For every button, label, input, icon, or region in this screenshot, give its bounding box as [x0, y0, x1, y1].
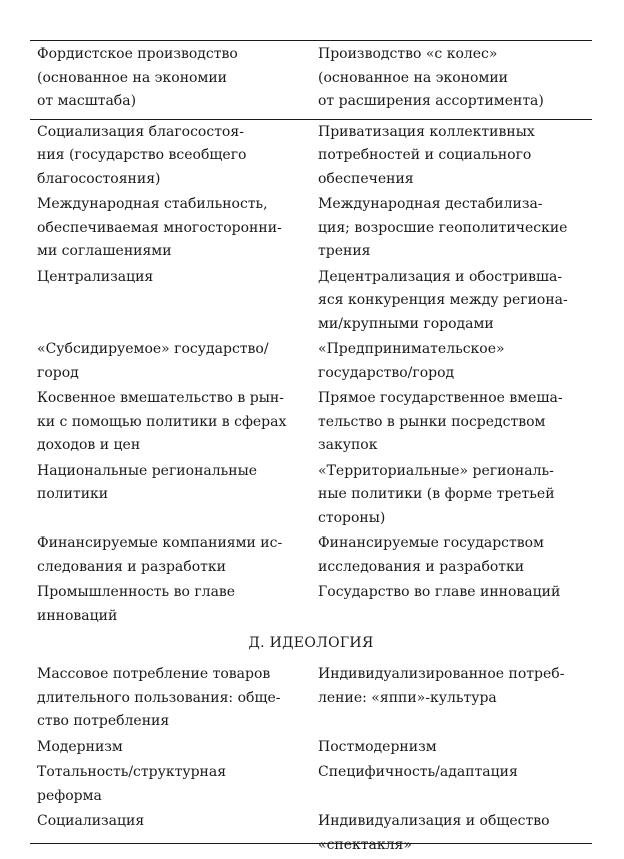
row-left [30, 810, 312, 859]
row-left-text: Промышленность во главе инноваций [37, 584, 236, 624]
row-right-text: «Территориальные» региональ- ные политики (в форме третьей стороны) [318, 462, 555, 526]
row-right-text: Приватизация коллективных потребностей и социального обеспечения [318, 123, 535, 187]
row-left [30, 581, 312, 630]
table-row [30, 338, 592, 387]
row-left-text: Массовое потребление товаров длительного пользования: обще- ство потребления [37, 666, 281, 729]
row-right [312, 266, 592, 339]
row-left [30, 121, 312, 194]
row-right [312, 121, 592, 194]
row-left [30, 663, 312, 736]
comparison-table-body [30, 121, 592, 631]
table-row [30, 581, 592, 630]
row-right-text: Прямое государственное вмеша- тельство в рынки посредством закупок [318, 390, 563, 453]
row-left-text: Косвенное вмешательство в рын- ки с помощью политики в сферах доходов и цен [37, 390, 287, 453]
row-right-text: «Предпринимательское» государство/город [318, 341, 505, 381]
row-left [30, 266, 312, 339]
table-row [30, 121, 592, 194]
row-right [312, 338, 592, 387]
row-right [312, 761, 592, 810]
row-left [30, 387, 312, 460]
table-row [30, 736, 592, 762]
row-right [312, 810, 592, 859]
table-row [30, 532, 592, 581]
row-left [30, 193, 312, 266]
row-right-text: Децентрализация и обостривша- яся конкуренция между региона- ми/крупными городами [318, 268, 568, 332]
row-right [312, 663, 592, 736]
table-row [30, 663, 592, 736]
row-right [312, 736, 592, 762]
row-right-text: Специфичность/адаптация [318, 764, 518, 780]
row-left [30, 338, 312, 387]
row-right-text: Индивидуализация и общество «спектакля» [318, 813, 550, 853]
table-row [30, 387, 592, 460]
bottom-rule [30, 843, 592, 844]
row-right-text: Международная дестабилиза- ция; возросшие геополитические трения [318, 196, 568, 259]
row-left [30, 460, 312, 533]
row-left [30, 761, 312, 810]
row-right-text: Индивидуализированное потреб- ление: «яппи»-культура [318, 666, 565, 706]
row-left-text: «Субсидируемое» государство/ город [37, 341, 269, 381]
row-left-text: Модернизм [37, 738, 123, 755]
row-left-text: Тотальность/структурная реформа [37, 764, 227, 804]
header-rule [30, 119, 592, 120]
table-row [30, 810, 592, 859]
row-right [312, 460, 592, 533]
header-left-text: Фордистское производство (основанное на экономии от масштаба) [37, 46, 238, 109]
row-left [30, 736, 312, 762]
row-right [312, 387, 592, 460]
table-row [30, 761, 592, 810]
table-header-row [30, 41, 592, 114]
row-right-text: Постмодернизм [318, 738, 437, 755]
header-right-text: Производство «с колес» (основанное на экономии от расширения ассортимента) [318, 46, 544, 109]
ideology-table [30, 663, 592, 859]
row-right [312, 581, 592, 630]
row-left-text: Социализация благосостоя- ния (государство всеобщего благосостояния) [37, 123, 247, 187]
table-row [30, 193, 592, 266]
table-row [30, 460, 592, 533]
row-right [312, 532, 592, 581]
row-left-text: Международная стабильность, обеспечиваемая многосторонни- ми соглашениями [37, 196, 282, 259]
row-left-text: Социализация [37, 813, 145, 829]
row-left-text: Национальные региональные политики [37, 462, 258, 502]
document-page [30, 40, 592, 859]
row-left [30, 532, 312, 581]
comparison-table-header [30, 41, 592, 114]
row-left-text: Финансируемые компаниями ис- следования и разработки [37, 535, 283, 575]
header-left [30, 41, 312, 114]
row-left-text: Централизация [37, 268, 154, 285]
row-right [312, 193, 592, 266]
row-right-text: Финансируемые государством исследования и разработки [318, 535, 544, 575]
section-title: Д. ИДЕОЛОГИЯ [248, 635, 374, 651]
table-row [30, 266, 592, 339]
header-right [312, 41, 592, 114]
row-right-text: Государство во главе инноваций [318, 584, 561, 600]
